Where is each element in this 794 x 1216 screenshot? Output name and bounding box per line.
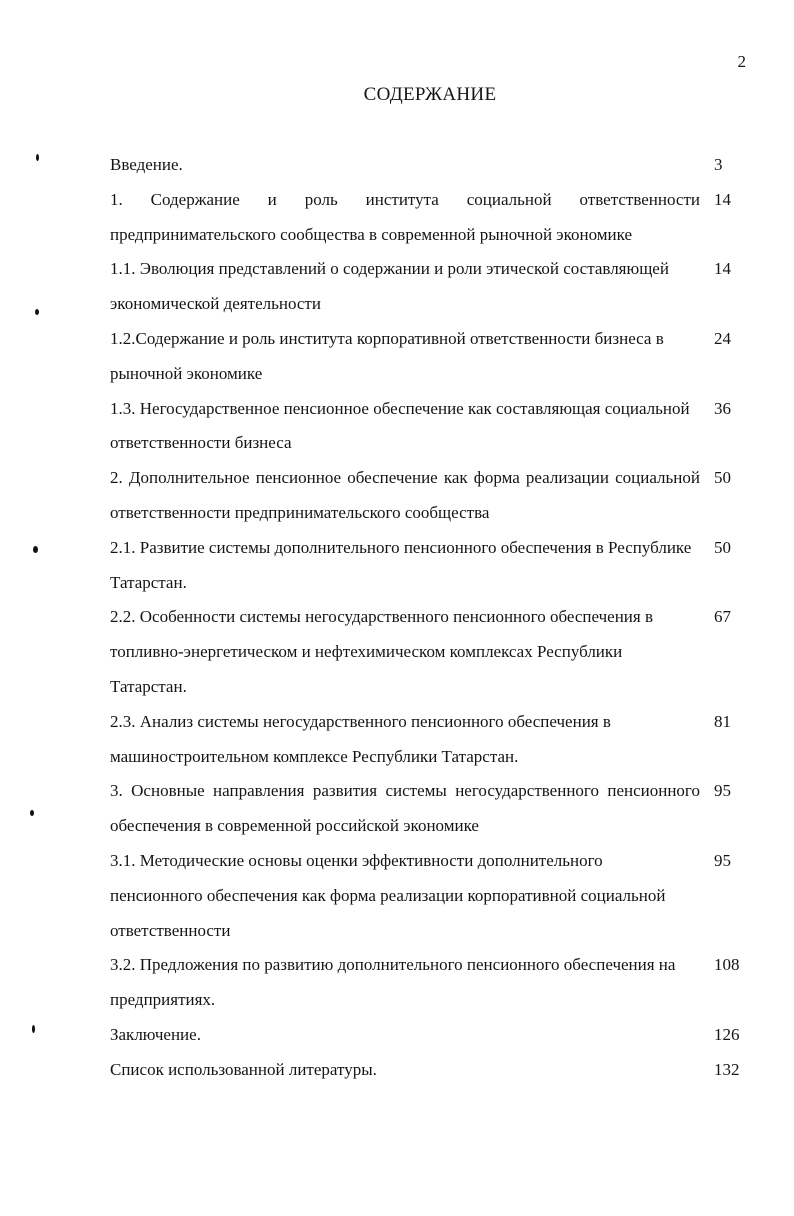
- toc-entry-text: Заключение.: [110, 1024, 201, 1044]
- toc-entry-text: 1. Содержание и роль института социальной ответственности предпринимательского сообщества в современной рыночной экономике: [110, 189, 700, 244]
- toc-entry-page: 81: [714, 711, 731, 731]
- toc-entry-page: 67: [714, 607, 731, 627]
- toc-entry-text: Список использованной литературы.: [110, 1059, 377, 1079]
- toc-entry-text: 1.3. Негосударственное пенсионное обеспечение как составляющая социальной ответственности бизнеса: [110, 398, 690, 453]
- toc-entry-chapter-3: [110, 774, 740, 844]
- page-number: 2: [737, 52, 746, 71]
- toc-entry-section-2-2: [110, 600, 740, 704]
- toc-entry-section-1-2: [110, 322, 740, 392]
- toc-entry-references: [110, 1053, 740, 1088]
- toc-entry-text: 1.1. Эволюция представлений о содержании и роли этической составляющей экономической деятельности: [110, 259, 669, 314]
- toc-entry-introduction: [110, 148, 740, 183]
- toc-entry-section-3-1: [110, 844, 740, 948]
- toc-entry-text: 3.2. Предложения по развитию дополнительного пенсионного обеспечения на предприятиях.: [110, 955, 676, 1010]
- toc-entry-page: 95: [714, 781, 731, 801]
- toc-entry-page: 95: [714, 850, 731, 870]
- toc-entry-page: 108: [714, 955, 740, 975]
- toc-entry-text: 3. Основные направления развития системы негосударственного пенсионного обеспечения в современной российской экономике: [110, 781, 700, 836]
- toc-entry-conclusion: [110, 1018, 740, 1053]
- scan-mark: [35, 309, 39, 315]
- toc-entry-section-2-1: [110, 531, 740, 601]
- toc-entry-page: 50: [714, 537, 731, 557]
- scan-mark: [30, 810, 34, 816]
- scan-mark: [33, 546, 38, 553]
- toc-entry-text: 1.2.Содержание и роль института корпоративной ответственности бизнеса в рыночной экономике: [110, 328, 664, 383]
- toc-entry-chapter-2: [110, 461, 740, 531]
- table-of-contents: [110, 148, 740, 1088]
- toc-entry-chapter-1: [110, 183, 740, 253]
- toc-entry-text: 2.2. Особенности системы негосударственного пенсионного обеспечения в топливно-энергетическом и нефтехимическом комплексах Республики Татарстан.: [110, 607, 654, 696]
- toc-entry-page: 24: [714, 328, 731, 348]
- toc-entry-text: 2.3. Анализ системы негосударственного пенсионного обеспечения в машиностроительном комплексе Республики Татарстан.: [110, 711, 611, 766]
- toc-entry-section-3-2: [110, 948, 740, 1018]
- toc-entry-text: 2. Дополнительное пенсионное обеспечение как форма реализации социальной ответственности предпринимательского сообщества: [110, 468, 700, 522]
- toc-entry-section-1-1: [110, 252, 740, 322]
- toc-entry-page: 3: [714, 155, 723, 174]
- scan-mark: [32, 1025, 35, 1033]
- toc-entry-page: 14: [714, 259, 731, 279]
- toc-entry-section-2-3: [110, 705, 740, 775]
- toc-entry-text: Введение.: [110, 155, 183, 174]
- toc-entry-page: 126: [714, 1024, 740, 1044]
- toc-entry-page: 14: [714, 189, 731, 209]
- toc-entry-page: 132: [714, 1059, 740, 1079]
- toc-entry-text: 3.1. Методические основы оценки эффективности дополнительного пенсионного обеспечения как форма реализации корпоративной социальной ответственности: [110, 850, 666, 940]
- toc-entry-section-1-3: [110, 392, 740, 462]
- toc-entry-text: 2.1. Развитие системы дополнительного пенсионного обеспечения в Республике Татарстан.: [110, 537, 692, 592]
- toc-entry-page: 50: [714, 468, 731, 488]
- page-title: СОДЕРЖАНИЕ: [363, 84, 497, 105]
- toc-entry-page: 36: [714, 398, 731, 418]
- scan-mark: [36, 154, 39, 161]
